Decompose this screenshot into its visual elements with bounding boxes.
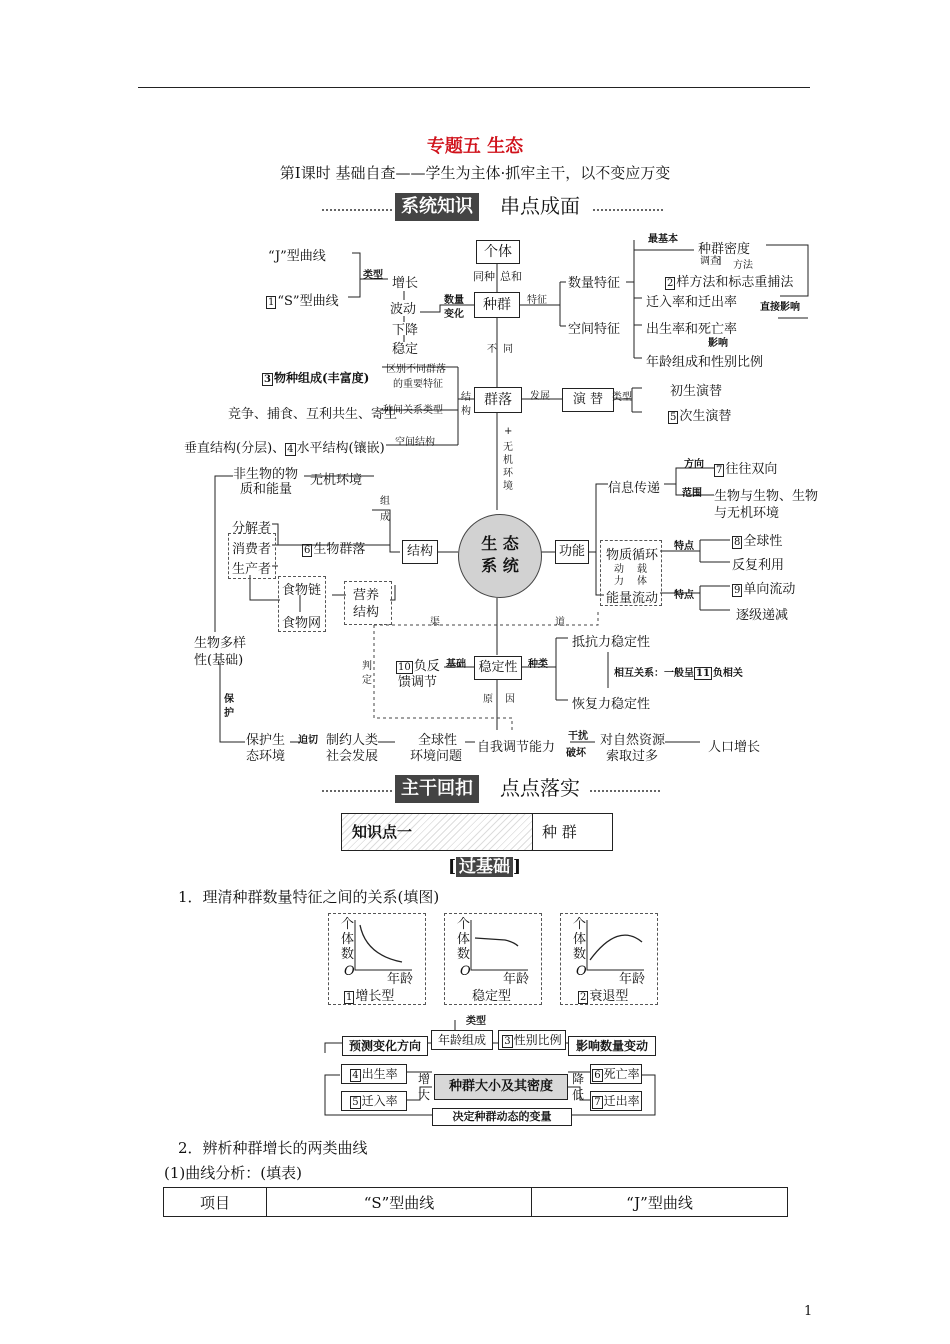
label-plus: + [504, 426, 513, 437]
xlabel-3: 年龄 [619, 972, 646, 987]
curve-growth [360, 925, 402, 962]
blank-number: 2 [667, 278, 674, 289]
text-xiajiang: 下降 [392, 323, 419, 338]
label-butong: 不同 [487, 344, 519, 355]
label-fangxiang: 方向 [684, 459, 704, 470]
label-zu: 组 [380, 496, 390, 507]
text-shengwuqunluo: 6 生物群落 [304, 542, 366, 557]
text-shengwu1: 生物与生物、生物 [714, 489, 819, 504]
box-geti: 个体 [476, 240, 520, 264]
box-qianchulv: 7 迁出率 [590, 1091, 642, 1111]
label-poqie: 迫切 [298, 735, 318, 746]
text-fanfu: 反复利用 [732, 558, 785, 573]
label-tezheng: 特征 [527, 295, 547, 306]
box-juede: 决定种群动态的变量 [432, 1108, 572, 1126]
text-suoqu2: 索取过多 [606, 749, 659, 764]
label-qu: 渠 [430, 617, 440, 628]
banner2-label: 主干回扣 [395, 775, 479, 803]
label-dao: 道 [555, 617, 565, 628]
origin-1: O [344, 964, 355, 979]
text-yingyang2: 结构 [353, 605, 380, 620]
text-xiaofei: 消费者 [232, 542, 272, 557]
box-zhongqun: 种群 [474, 292, 520, 318]
label-hu: 护 [224, 708, 234, 719]
blank-number: 4 [287, 444, 294, 455]
page-subtitle: 第Ⅰ课时 基础自查——学生为主体·抓牢主干，以不变应万变 [279, 164, 671, 182]
text-cisheng: 5 次生演替 [670, 409, 732, 424]
label-wu: 无 [503, 442, 513, 453]
text-quanqiu2: 环境问题 [410, 749, 463, 764]
text-wangwang: 7 往往双向 [716, 462, 778, 477]
blank-number: 10 [398, 662, 411, 673]
blank-number: 2 [580, 992, 587, 1003]
table-header-cell: 项目 [164, 1188, 267, 1217]
blank-number: 5 [670, 412, 677, 423]
page-title: 专题五 生态 [426, 136, 524, 157]
text-fufan1: 10 负反 [398, 659, 440, 674]
text-nianling: 年龄组成和性别比例 [646, 355, 764, 370]
label-yuan: 原 [483, 694, 493, 705]
text-baohushengtai1: 保护生 [246, 733, 286, 748]
curve-stable [475, 938, 518, 946]
label-tedian2: 特点 [674, 590, 694, 601]
box-siwanglv: 6 死亡率 [590, 1064, 642, 1084]
box-nianling: 年龄组成 [431, 1030, 493, 1050]
blank-number: 3 [504, 1036, 511, 1047]
text-wujihuanjing: 无机环境 [310, 473, 363, 488]
text-renkou: 人口增长 [708, 740, 761, 755]
text-xinxi: 信息传递 [608, 481, 661, 496]
label-li: 力 [614, 576, 624, 587]
label-jie: 结 [461, 392, 471, 403]
label-gou: 构 [461, 406, 471, 417]
label-zeng: 增 [418, 1072, 431, 1086]
box-qunluo: 群落 [474, 387, 522, 413]
text-shuliangtezheng: 数量特征 [568, 276, 621, 291]
box-yuce: 预测变化方向 [342, 1036, 428, 1056]
origin-3: O [576, 964, 587, 979]
text-quanqiu1: 全球性 [418, 733, 458, 748]
label-jing: 境 [503, 481, 513, 492]
text-qianru: 迁入率和迁出率 [646, 295, 738, 310]
text-shengchan: 生产者 [232, 562, 272, 577]
page-number: 1 [804, 1304, 813, 1319]
question-1: 1．理清种群数量特征之间的关系(填图) [178, 888, 440, 906]
text-huifu: 恢复力稳定性 [572, 697, 651, 712]
blank-number: 9 [734, 585, 741, 596]
text-xianghu: 相互关系：一般呈 11 负相关 [614, 668, 743, 679]
axis-y-3: 个体数 [573, 917, 587, 962]
text-fenjie: 分解者 [232, 521, 272, 536]
blank-number: 4 [352, 1070, 359, 1081]
label-ganrao: 干扰 [568, 731, 588, 742]
text-baohushengtai2: 态环境 [246, 749, 286, 764]
banner2-text: 点点落实 [500, 776, 580, 800]
text-midu: 种群密度 [698, 242, 751, 257]
label-dong: 动 [614, 564, 624, 575]
box-gongneng: 功能 [555, 540, 589, 564]
label-yin: 因 [505, 694, 515, 705]
blank-number: 8 [734, 537, 741, 548]
chart-name-1: 1 增长型 [346, 989, 395, 1004]
label-huan: 环 [503, 468, 513, 479]
circle-line2: 系 统 [481, 556, 519, 575]
label-qubie1: 区别不同群落 [386, 364, 446, 375]
text-wuzhi: 物质循环 [606, 548, 659, 563]
text-yangfang: 2 样方法和标志重捕法 [667, 275, 794, 290]
text-dikang: 抵抗力稳定性 [572, 635, 651, 650]
text-wending: 稳定 [392, 342, 419, 357]
label-fanwei: 范围 [682, 488, 702, 499]
box-chushenglv: 4 出生率 [341, 1064, 407, 1084]
label-tedian1: 特点 [674, 541, 694, 552]
banner-label: 系统知识 [395, 193, 479, 221]
circle-line1: 生 态 [481, 534, 519, 553]
box-yanti: 演 替 [562, 388, 614, 412]
text-yingyang1: 营养 [353, 588, 380, 603]
label-fazhan: 发展 [530, 391, 550, 402]
text-zengzhang: 增长 [392, 276, 419, 291]
xlabel-2: 年龄 [503, 972, 530, 987]
label-kongjianjiegou: 空间结构 [395, 437, 435, 448]
text-zhiyue2: 社会发展 [326, 749, 379, 764]
text-chusheng: 出生率和死亡率 [646, 322, 738, 337]
box-xingbie: 3 性别比例 [498, 1030, 566, 1050]
label-bianhua: 变化 [444, 309, 464, 320]
text-jingzheng: 竞争、捕食、互利共生、寄生 [228, 407, 398, 422]
axis-y-1: 个体数 [341, 917, 355, 962]
blank-number: 7 [594, 1097, 601, 1108]
text-nengliang: 能量流动 [606, 591, 659, 606]
text-chuizhi: 垂直结构(分层)、 4 水平结构(镶嵌) [184, 441, 385, 456]
label-yingxiang: 影响 [708, 338, 728, 349]
text-feishengwu1: 非生物的物 [233, 467, 299, 482]
blank-number: 11 [696, 668, 710, 679]
label-zonghe: 总和 [500, 270, 522, 283]
label-zhongjian: 种间关系类型 [383, 405, 443, 416]
blank-number: 5 [352, 1097, 359, 1108]
table-header-row [164, 1188, 788, 1217]
label-zai: 载 [637, 564, 647, 575]
label-bao: 保 [224, 694, 234, 705]
label-shuliang: 数量 [444, 295, 464, 306]
text-zhuji: 逐级递减 [736, 608, 789, 623]
label-tongzhong: 同种 [473, 270, 495, 283]
xlabel-1: 年龄 [387, 972, 414, 987]
text-suoqu1: 对自然资源 [600, 733, 666, 748]
label-zhijie: 直接影响 [760, 302, 800, 313]
text-bodong: 波动 [390, 302, 417, 317]
box-jiegou: 结构 [402, 540, 438, 564]
label-di: 低 [572, 1088, 585, 1102]
text-kongjiantezheng: 空间特征 [568, 322, 621, 337]
box-daxiao: 种群大小及其密度 [434, 1074, 568, 1100]
banner-text: 串点成面 [500, 194, 580, 218]
box-qianrulv: 5 迁入率 [341, 1091, 407, 1111]
text-wuzhong: 3 物种组成(丰富度) [264, 371, 370, 385]
curve-decline [590, 935, 642, 960]
text-quanqiu: 8 全球性 [734, 534, 783, 549]
label-fangfa: 方法 [733, 260, 753, 271]
label-leixing2: 类型 [612, 392, 632, 403]
text-danxiang: 9 单向流动 [734, 582, 796, 597]
text-fufan2: 馈调节 [398, 675, 438, 690]
label-qubie2: 的重要特征 [393, 379, 443, 390]
origin-2: O [460, 964, 471, 979]
text-chusheng2: 初生演替 [670, 384, 723, 399]
blank-number: 6 [304, 545, 311, 556]
label-pohuai: 破坏 [566, 748, 586, 759]
label-leixing3: 类型 [466, 1016, 486, 1027]
label-ti: 体 [637, 576, 647, 587]
table-header-cell: “J”型曲线 [532, 1188, 788, 1217]
text-shiwulian: 食物链 [282, 583, 322, 598]
chart-name-3: 2 衰退型 [580, 989, 629, 1004]
box-wendingxing: 稳定性 [474, 656, 522, 680]
box-yingxiang: 影响数量变动 [568, 1036, 656, 1056]
blank-number: 7 [716, 465, 723, 476]
curve-table [163, 1187, 788, 1217]
blank-number: 1 [268, 297, 275, 308]
text-jcurve: “J”型曲线 [268, 249, 326, 264]
text-feishengwu2: 质和能量 [240, 482, 293, 497]
label-zuijiben: 最基本 [648, 234, 678, 245]
text-ziwo: 自我调节能力 [477, 740, 556, 755]
blank-number: 3 [264, 374, 271, 385]
blank-number: 1 [346, 992, 353, 1003]
knowledge-label: 知识点一 [352, 823, 413, 841]
label-pan: 判 [362, 661, 372, 672]
label-da: 大 [418, 1088, 431, 1102]
label-jichu: 基础 [446, 659, 466, 670]
text-zhiyue1: 制约人类 [326, 733, 379, 748]
table-header-cell: “S”型曲线 [267, 1188, 532, 1217]
chart-name-2: 稳定型 [472, 989, 512, 1004]
blank-number: 6 [594, 1070, 601, 1081]
text-duoyang2: 性(基础) [194, 653, 244, 668]
question-2: 2．辨析种群增长的两类曲线 [178, 1139, 368, 1157]
text-scurve: 1 “S”型曲线 [268, 294, 339, 309]
label-ding: 定 [362, 675, 372, 686]
text-shiwuwang: 食物网 [282, 616, 322, 631]
label-cheng: 成 [380, 512, 390, 523]
knowledge-topic: 种 群 [542, 823, 577, 841]
text-shengwu2: 与无机环境 [714, 506, 780, 521]
label-zhonglei: 种类 [528, 659, 548, 670]
text-duoyang1: 生物多样 [194, 636, 247, 651]
section-basics: [ 过基础 ] [448, 857, 522, 877]
label-diaocha: 调查 [700, 256, 720, 267]
label-leixing: 类型 [363, 270, 383, 281]
question-2-sub: (1)曲线分析：(填表) [164, 1164, 302, 1182]
axis-y-2: 个体数 [457, 917, 471, 962]
label-jiang: 降 [572, 1072, 585, 1086]
label-ji: 机 [503, 455, 513, 466]
